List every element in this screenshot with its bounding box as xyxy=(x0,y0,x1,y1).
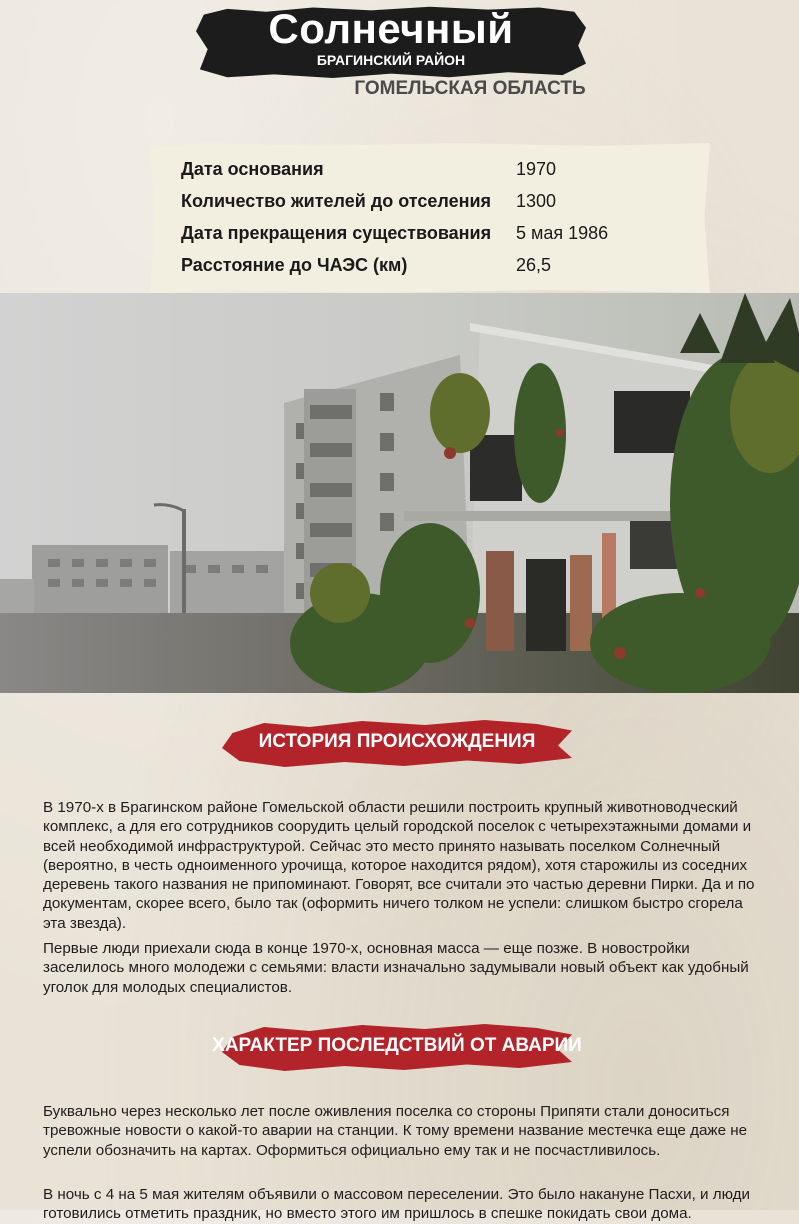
section-heading: ИСТОРИЯ ПРОИСХОЖДЕНИЯ xyxy=(258,731,536,752)
fact-row xyxy=(181,252,701,284)
fact-label: Расстояние до ЧАЭС (км) xyxy=(181,255,408,275)
region-subtitle: ГОМЕЛЬСКАЯ ОБЛАСТЬ xyxy=(354,78,586,99)
facts-table xyxy=(181,156,701,284)
fact-value: 1300 xyxy=(516,191,557,211)
section-paragraph: В ночь с 4 на 5 мая жителям объявили о массовом переселении. Это было накануне Пасхи, и люди готовились отметить праздник, но вместо этого им пришлось в спешке покидать свои дома. xyxy=(43,1186,750,1223)
page-header xyxy=(0,0,799,140)
fact-value: 1970 xyxy=(516,159,557,179)
section-heading: ХАРАКТЕР ПОСЛЕДСТВИЙ ОТ АВАРИИ xyxy=(212,1035,582,1056)
fact-row xyxy=(181,156,701,188)
fact-label: Дата прекращения существования xyxy=(181,223,492,243)
fact-value: 5 мая 1986 xyxy=(516,223,609,243)
section-paragraph: Первые люди приехали сюда в конце 1970-х, основная масса — еще позже. В новостройки заселилось много молодежи с семьями: власти изначально задумывали новый объект как удобный уголок для молодых специалистов. xyxy=(43,940,749,996)
section-paragraph: Буквально через несколько лет после оживления поселка со стороны Припяти стали доноситься тревожные новости о какой-то аварии на станции. К тому времени название местечка еще даже не успели обозначить на картах. Оформиться официально ему так и не посчастливилось. xyxy=(43,1103,748,1159)
district-subtitle: БРАГИНСКИЙ РАЙОН xyxy=(316,52,466,68)
settlement-photo xyxy=(0,293,799,693)
section-paragraph: В 1970-х в Брагинском районе Гомельской области решили построить крупный животноводческий комплекс, а для его сотрудников соорудить целый городской поселок с четырехэтажными домами и всей необходимой инфраструктурой. Сейчас это место принято называть поселком Солнечный (вероятно, в честь одноименного урочища, которое находится рядом), хотя старожилы из соседних деревень такого названия не припоминают. Говорят, все считали это частью деревни Пирки. Да и по документам, скорее всего, было так (оформить ничего толком не успели: слишком быстро сгорела эта звезда). xyxy=(43,799,755,932)
page-title: Солнечный xyxy=(268,5,514,52)
fact-label: Дата основания xyxy=(181,159,324,179)
fact-value: 26,5 xyxy=(516,255,552,275)
fact-label: Количество жителей до отселения xyxy=(181,191,492,211)
photo-illustration xyxy=(0,293,799,693)
fact-row xyxy=(181,188,701,220)
fact-row xyxy=(181,220,701,252)
